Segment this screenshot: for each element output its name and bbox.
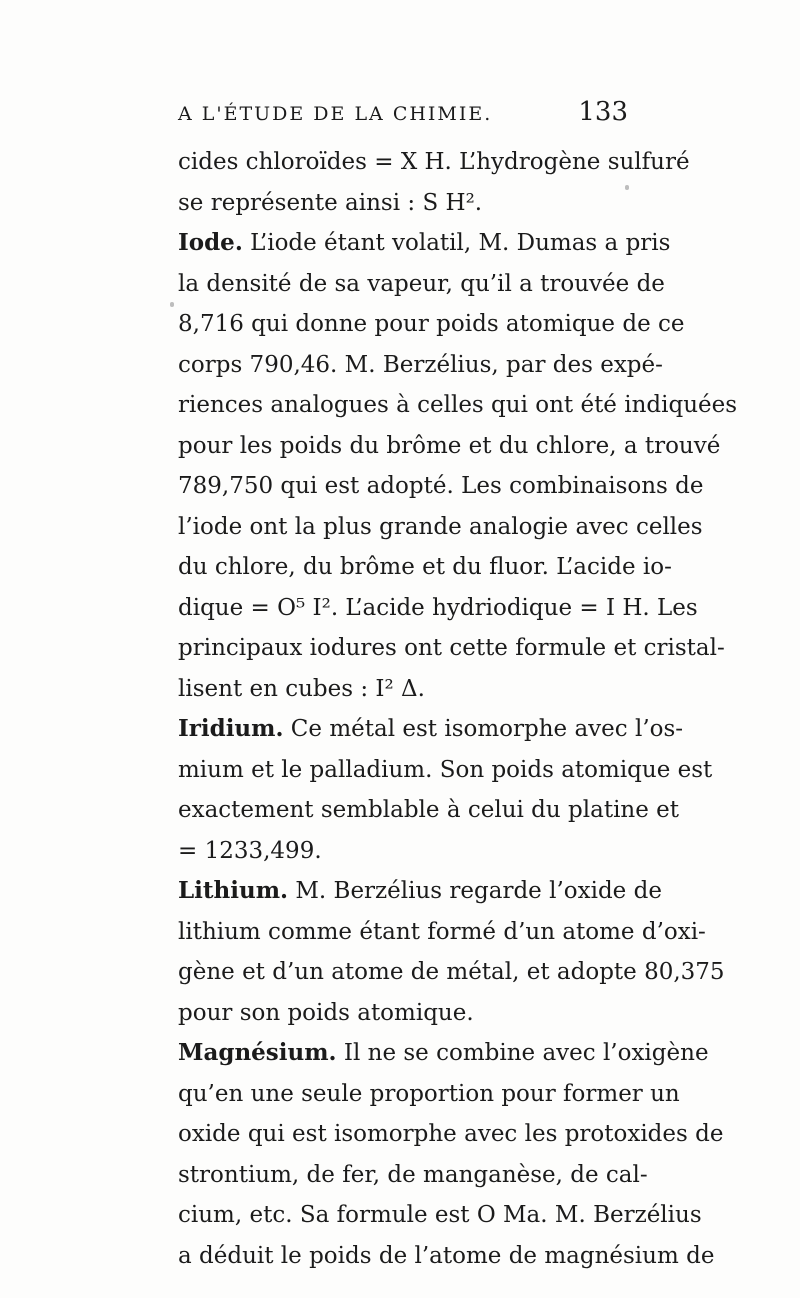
line-text: se représente ainsi : S H².	[178, 189, 483, 216]
line-text: qu’en une seule proportion pour former un	[178, 1080, 680, 1107]
text-line	[178, 993, 628, 1034]
text-line	[178, 588, 698, 629]
body-text	[178, 142, 738, 1276]
text-line	[178, 790, 680, 831]
text-line	[178, 223, 671, 264]
line-text: L’iode étant volatil, M. Dumas a pris	[242, 230, 671, 256]
entry-heading: Magnésium.	[178, 1039, 337, 1066]
line-text: lithium comme étant formé d’un atome d’oxi-	[178, 918, 706, 945]
text-line	[178, 709, 684, 750]
text-line	[178, 669, 628, 710]
line-text: principaux iodures ont cette formule et cristal-	[178, 635, 725, 661]
line-text: gène et d’un atome de métal, et adopte 80,375	[178, 959, 725, 985]
line-text: mium et le palladium. Son poids atomique est	[178, 756, 713, 783]
line-text: du chlore, du brôme et du fluor. L’acide io-	[178, 554, 672, 580]
entry-heading: Iode.	[178, 229, 243, 256]
line-text: riences analogues à celles qui ont été indiquées	[178, 392, 738, 418]
line-text: lisent en cubes : I² Δ.	[178, 675, 425, 702]
line-text: cides chloroïdes = X H. L’hydrogène sulfuré	[178, 149, 690, 175]
text-line	[178, 1074, 680, 1115]
line-text: pour les poids du brôme et du chlore, a trouvé	[178, 432, 721, 459]
text-line	[178, 385, 738, 426]
text-line	[178, 142, 690, 183]
text-line	[178, 912, 706, 953]
text-line	[178, 264, 665, 305]
page-number: 133	[578, 97, 628, 127]
text-line	[178, 750, 713, 791]
text-line	[178, 1195, 702, 1236]
line-text: strontium, de fer, de manganèse, de cal-	[178, 1161, 648, 1188]
line-text: oxide qui est isomorphe avec les protoxides de	[178, 1121, 724, 1147]
text-line	[178, 547, 672, 588]
line-text: cium, etc. Sa formule est O Ma. M. Berzélius	[178, 1202, 702, 1228]
text-line	[178, 1033, 709, 1074]
line-text: 8,716 qui donne pour poids atomique de ce	[178, 311, 685, 337]
text-line	[178, 628, 725, 669]
line-text: pour son poids atomique.	[178, 999, 474, 1026]
line-text: Ce métal est isomorphe avec l’os-	[283, 716, 684, 742]
text-line	[178, 1114, 724, 1155]
line-text: dique = O⁵ I². L’acide hydriodique = I H. Les	[178, 594, 698, 621]
line-text: M. Berzélius regarde l’oxide de	[288, 878, 662, 904]
line-text: Il ne se combine avec l’oxigène	[336, 1040, 709, 1066]
text-line	[178, 183, 628, 224]
print-speck	[170, 302, 174, 307]
page-header	[178, 97, 628, 137]
text-line	[178, 507, 703, 548]
text-line	[178, 304, 685, 345]
line-text: l’iode ont la plus grande analogie avec celles	[178, 513, 703, 540]
text-line	[178, 952, 725, 993]
text-line	[178, 466, 704, 507]
text-line	[178, 871, 662, 912]
text-line	[178, 831, 628, 872]
line-text: corps 790,46. M. Berzélius, par des expé-	[178, 351, 663, 378]
text-line	[178, 426, 721, 467]
line-text: a déduit le poids de l’atome de magnésium de	[178, 1242, 715, 1269]
text-line	[178, 345, 663, 386]
line-text: = 1233,499.	[178, 837, 322, 864]
line-text: 789,750 qui est adopté. Les combinaisons de	[178, 473, 704, 499]
print-speck	[625, 185, 629, 190]
line-text: la densité de sa vapeur, qu’il a trouvée de	[178, 270, 665, 297]
text-line	[178, 1155, 648, 1196]
line-text: exactement semblable à celui du platine et	[178, 797, 680, 823]
entry-heading: Iridium.	[178, 715, 284, 742]
text-line	[178, 1236, 715, 1277]
running-title: A L'ÉTUDE DE LA CHIMIE.	[178, 103, 493, 125]
entry-heading: Lithium.	[178, 877, 289, 904]
